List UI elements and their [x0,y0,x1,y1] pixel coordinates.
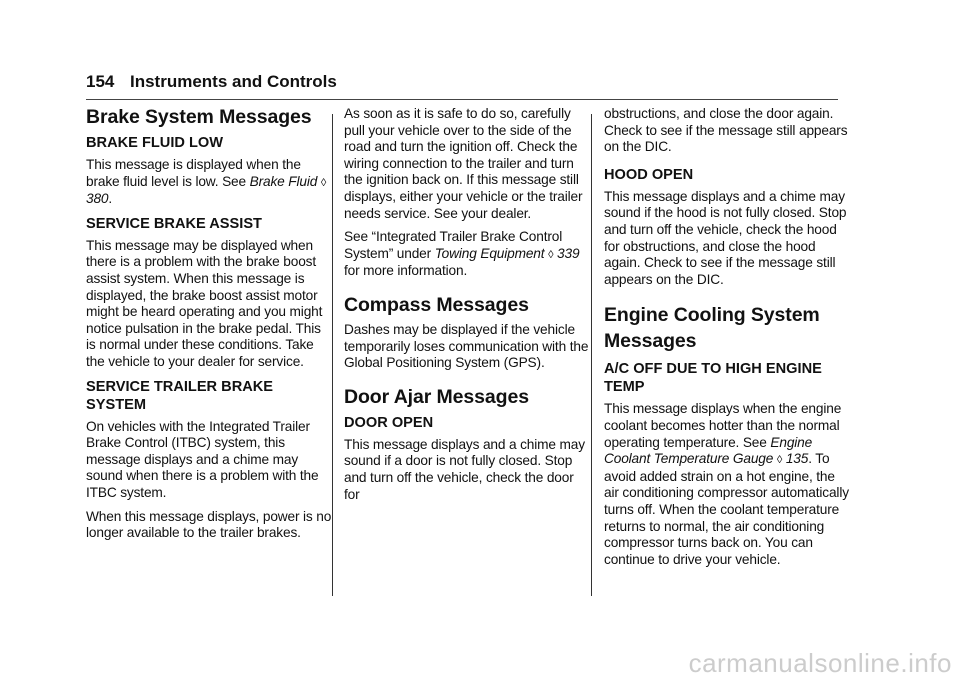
footer [0,648,960,678]
service-trailer-brake-heading: SERVICE TRAILER BRAKE SYSTEM [86,378,274,413]
column-2 [344,106,590,510]
door-ajar-messages-title: Door Ajar Messages [344,385,529,408]
coolant-gauge-link[interactable]: Engine Coolant Temperature Gauge ◊ 135 [604,434,813,467]
hood-open-heading: HOOD OPEN [604,166,694,183]
towing-equipment-link[interactable]: Towing Equipment ◊ 339 [434,245,580,261]
page-ref-icon: ◊ [548,248,554,261]
header-rule [86,99,838,100]
brake-fluid-link[interactable]: Brake Fluid ◊ 380 [86,173,327,207]
door-open-text: This message displays and a chime may sound if a door is not fully closed. Stop and turn off the vehicle, check the door for [344,436,585,502]
section-title: Instruments and Controls [130,72,337,91]
brake-fluid-low-heading: BRAKE FLUID LOW [86,135,224,151]
service-trailer-brake-text-2: When this message displays, power is no longer available to the trailer brakes. [86,508,332,541]
door-open-heading: DOOR OPEN [344,414,434,431]
brake-system-messages-title: Brake System Messages [86,106,312,128]
compass-messages-title: Compass Messages [344,293,529,316]
column-divider [332,114,333,596]
service-brake-assist-text: This message may be displayed when there is a problem with the brake boost assist system. When this message is displayed, the brake boost assist motor might be heard operating and you might notice pulsation in the brake pedal. This is normal under these conditions. Take the vehicle to your dealer for service. [86,237,323,369]
page-header [86,72,838,98]
page-ref-icon: ◊ [320,176,327,189]
trailer-brake-continued-text: As soon as it is safe to do so, carefully pull your vehicle over to the side of the road and turn the ignition off. Check the wiring connection to the trailer and turn the ignition back on. If this message still displays, either your vehicle or the trailer needs service. See your dealer. [344,106,583,221]
hood-open-text: This message displays and a chime may sound if the hood is not fully closed. Stop and turn off the vehicle, check the hood for obstructions, and close the hood again. Check to see if the message still appears on the DIC. [604,188,847,287]
service-brake-assist-heading: SERVICE BRAKE ASSIST [86,215,262,232]
ac-off-text: This message displays when the engine coolant becomes hotter than the normal operating temperature. See Engine Coolant Temperature Gauge ◊ 135. To avoid added strain on a hot engine, the air conditioning compressor automatically turns off. When the coolant temperature returns to normal, the air conditioning compressor turns back on. You can continue to drive your vehicle. [604,401,849,567]
see-itbc-text: See “Integrated Trailer Brake Control System” under Towing Equipment ◊ 339 for more information. [344,229,580,279]
watermark: carmanualsonline.info [688,648,952,678]
column-divider [591,114,592,596]
compass-text: Dashes may be displayed if the vehicle temporarily loses communication with the Global Positioning System (GPS). [344,321,589,371]
page-ref-icon: ◊ [776,454,783,467]
brake-fluid-low-text: This message is displayed when the brake fluid level is low. See Brake Fluid ◊ 380. [86,157,327,207]
ac-off-heading: A/C OFF DUE TO HIGH ENGINE TEMP [604,361,822,396]
service-trailer-brake-text: On vehicles with the Integrated Trailer Brake Control (ITBC) system, this message displays and a chime may sound when there is a problem with the ITBC system. [86,418,319,500]
column-1 [86,106,332,549]
column-3 [604,106,850,575]
door-open-continued-text: obstructions, and close the door again. Check to see if the message still appears on the DIC. [604,106,848,155]
page-number: 154 [86,72,115,91]
engine-cooling-messages-title: Engine Cooling System Messages [604,304,820,353]
